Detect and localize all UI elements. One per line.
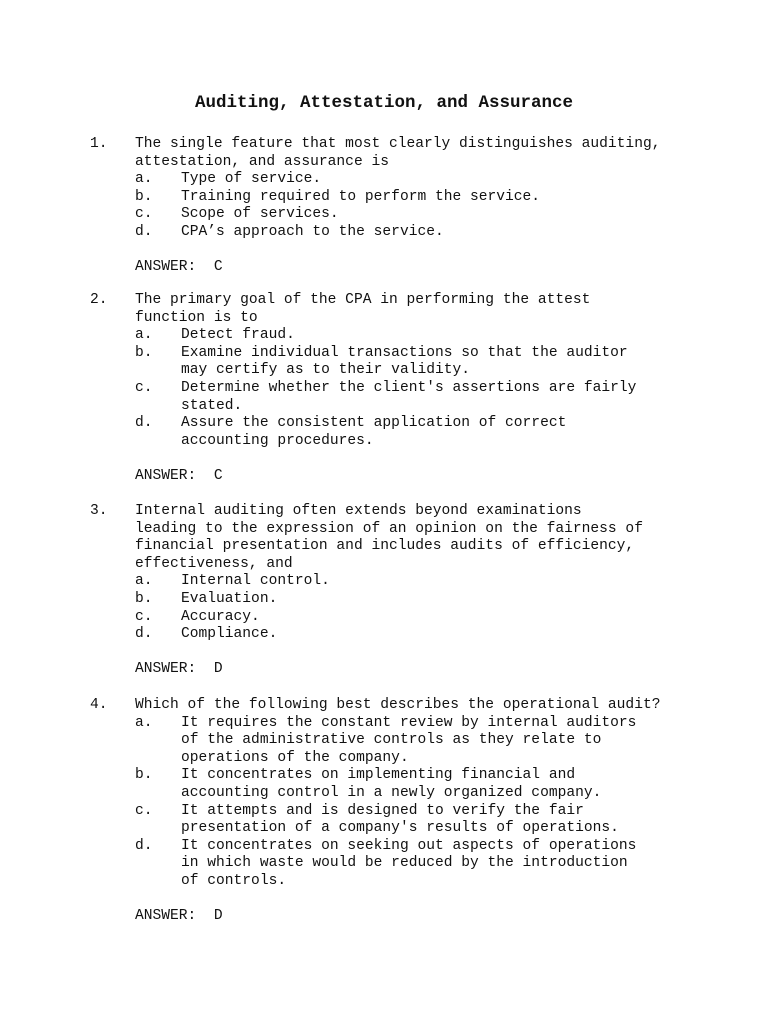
- answer-value: D: [213, 661, 223, 678]
- option-letter: a.: [135, 327, 153, 344]
- option-letter: d.: [135, 224, 153, 240]
- question-stem-line: leading to the expression of an opinion on the fairness of: [135, 520, 643, 537]
- question-number: 3.: [90, 503, 108, 519]
- page-title: Auditing, Attestation, and Assurance: [194, 93, 574, 113]
- option-text-line: Assure the consistent application of correct: [181, 415, 567, 432]
- option-text-line: CPA’s approach to the service.: [181, 224, 444, 240]
- option-text-line: Determine whether the client's assertions are fairly: [181, 380, 637, 396]
- option-text-line: Internal control.: [181, 573, 330, 590]
- option-text-line: of the administrative controls as they relate to: [181, 732, 602, 749]
- option-text-line: It attempts and is designed to verify the fair: [181, 802, 584, 819]
- option-letter: c.: [135, 802, 153, 819]
- option-letter: a.: [135, 171, 153, 188]
- question-number: 4.: [90, 697, 108, 713]
- option-text-line: Evaluation.: [181, 591, 278, 607]
- option-text-line: may certify as to their validity.: [181, 362, 471, 379]
- answer-label: ANSWER:: [135, 908, 197, 925]
- option-text-line: operations of the company.: [181, 749, 409, 766]
- option-text-line: Examine individual transactions so that the auditor: [181, 344, 628, 361]
- answer-line: [135, 908, 223, 926]
- answer-label: ANSWER:: [135, 661, 197, 678]
- answer-value: C: [213, 259, 223, 276]
- question-stem-line: function is to: [135, 309, 258, 326]
- option-letter: c.: [135, 206, 153, 223]
- question-number: 1.: [90, 136, 108, 152]
- option-text-line: It requires the constant review by internal auditors: [181, 714, 637, 731]
- answer-line: [135, 259, 223, 277]
- question-stem-line: attestation, and assurance is: [135, 153, 389, 170]
- option-text-line: accounting procedures.: [181, 432, 374, 449]
- option-text-line: stated.: [181, 397, 243, 414]
- question-stem-line: The single feature that most clearly distinguishes auditing,: [135, 136, 661, 152]
- option-text-line: presentation of a company's results of operations.: [181, 820, 619, 837]
- option-text-line: Type of service.: [181, 171, 322, 188]
- option-letter: d.: [135, 415, 153, 432]
- option-text-line: in which waste would be reduced by the introduction: [181, 855, 628, 872]
- option-letter: b.: [135, 767, 153, 784]
- option-text-line: Accuracy.: [181, 608, 260, 625]
- answer-value: C: [213, 468, 223, 484]
- question-stem-line: Internal auditing often extends beyond examinations: [135, 503, 582, 519]
- option-text-line: of controls.: [181, 873, 287, 889]
- answer-value: D: [213, 908, 223, 925]
- option-text-line: Scope of services.: [181, 206, 339, 223]
- option-text-line: It concentrates on seeking out aspects of operations: [181, 837, 637, 854]
- question-stem-line: financial presentation and includes audits of efficiency,: [135, 538, 635, 555]
- option-letter: d.: [135, 626, 153, 643]
- option-text-line: It concentrates on implementing financial and: [181, 767, 576, 784]
- option-letter: b.: [135, 188, 153, 205]
- question-number: 2.: [90, 292, 108, 308]
- option-text-line: Training required to perform the service.: [181, 188, 541, 205]
- question-stem-line: Which of the following best describes the operational audit?: [135, 697, 661, 713]
- question-stem-line: effectiveness, and: [135, 555, 293, 572]
- option-text-line: Compliance.: [181, 626, 278, 643]
- option-text-line: accounting control in a newly organized company.: [181, 785, 602, 801]
- option-letter: b.: [135, 591, 153, 607]
- option-letter: a.: [135, 573, 153, 590]
- option-letter: d.: [135, 837, 153, 854]
- question-stem-line: The primary goal of the CPA in performing the attest: [135, 292, 591, 308]
- answer-label: ANSWER:: [135, 468, 197, 484]
- option-letter: b.: [135, 344, 153, 361]
- answer-line: [135, 661, 223, 679]
- answer-line: [135, 468, 223, 486]
- option-letter: c.: [135, 380, 153, 396]
- option-letter: a.: [135, 714, 153, 731]
- answer-label: ANSWER:: [135, 259, 197, 276]
- option-letter: c.: [135, 608, 153, 625]
- option-text-line: Detect fraud.: [181, 327, 295, 344]
